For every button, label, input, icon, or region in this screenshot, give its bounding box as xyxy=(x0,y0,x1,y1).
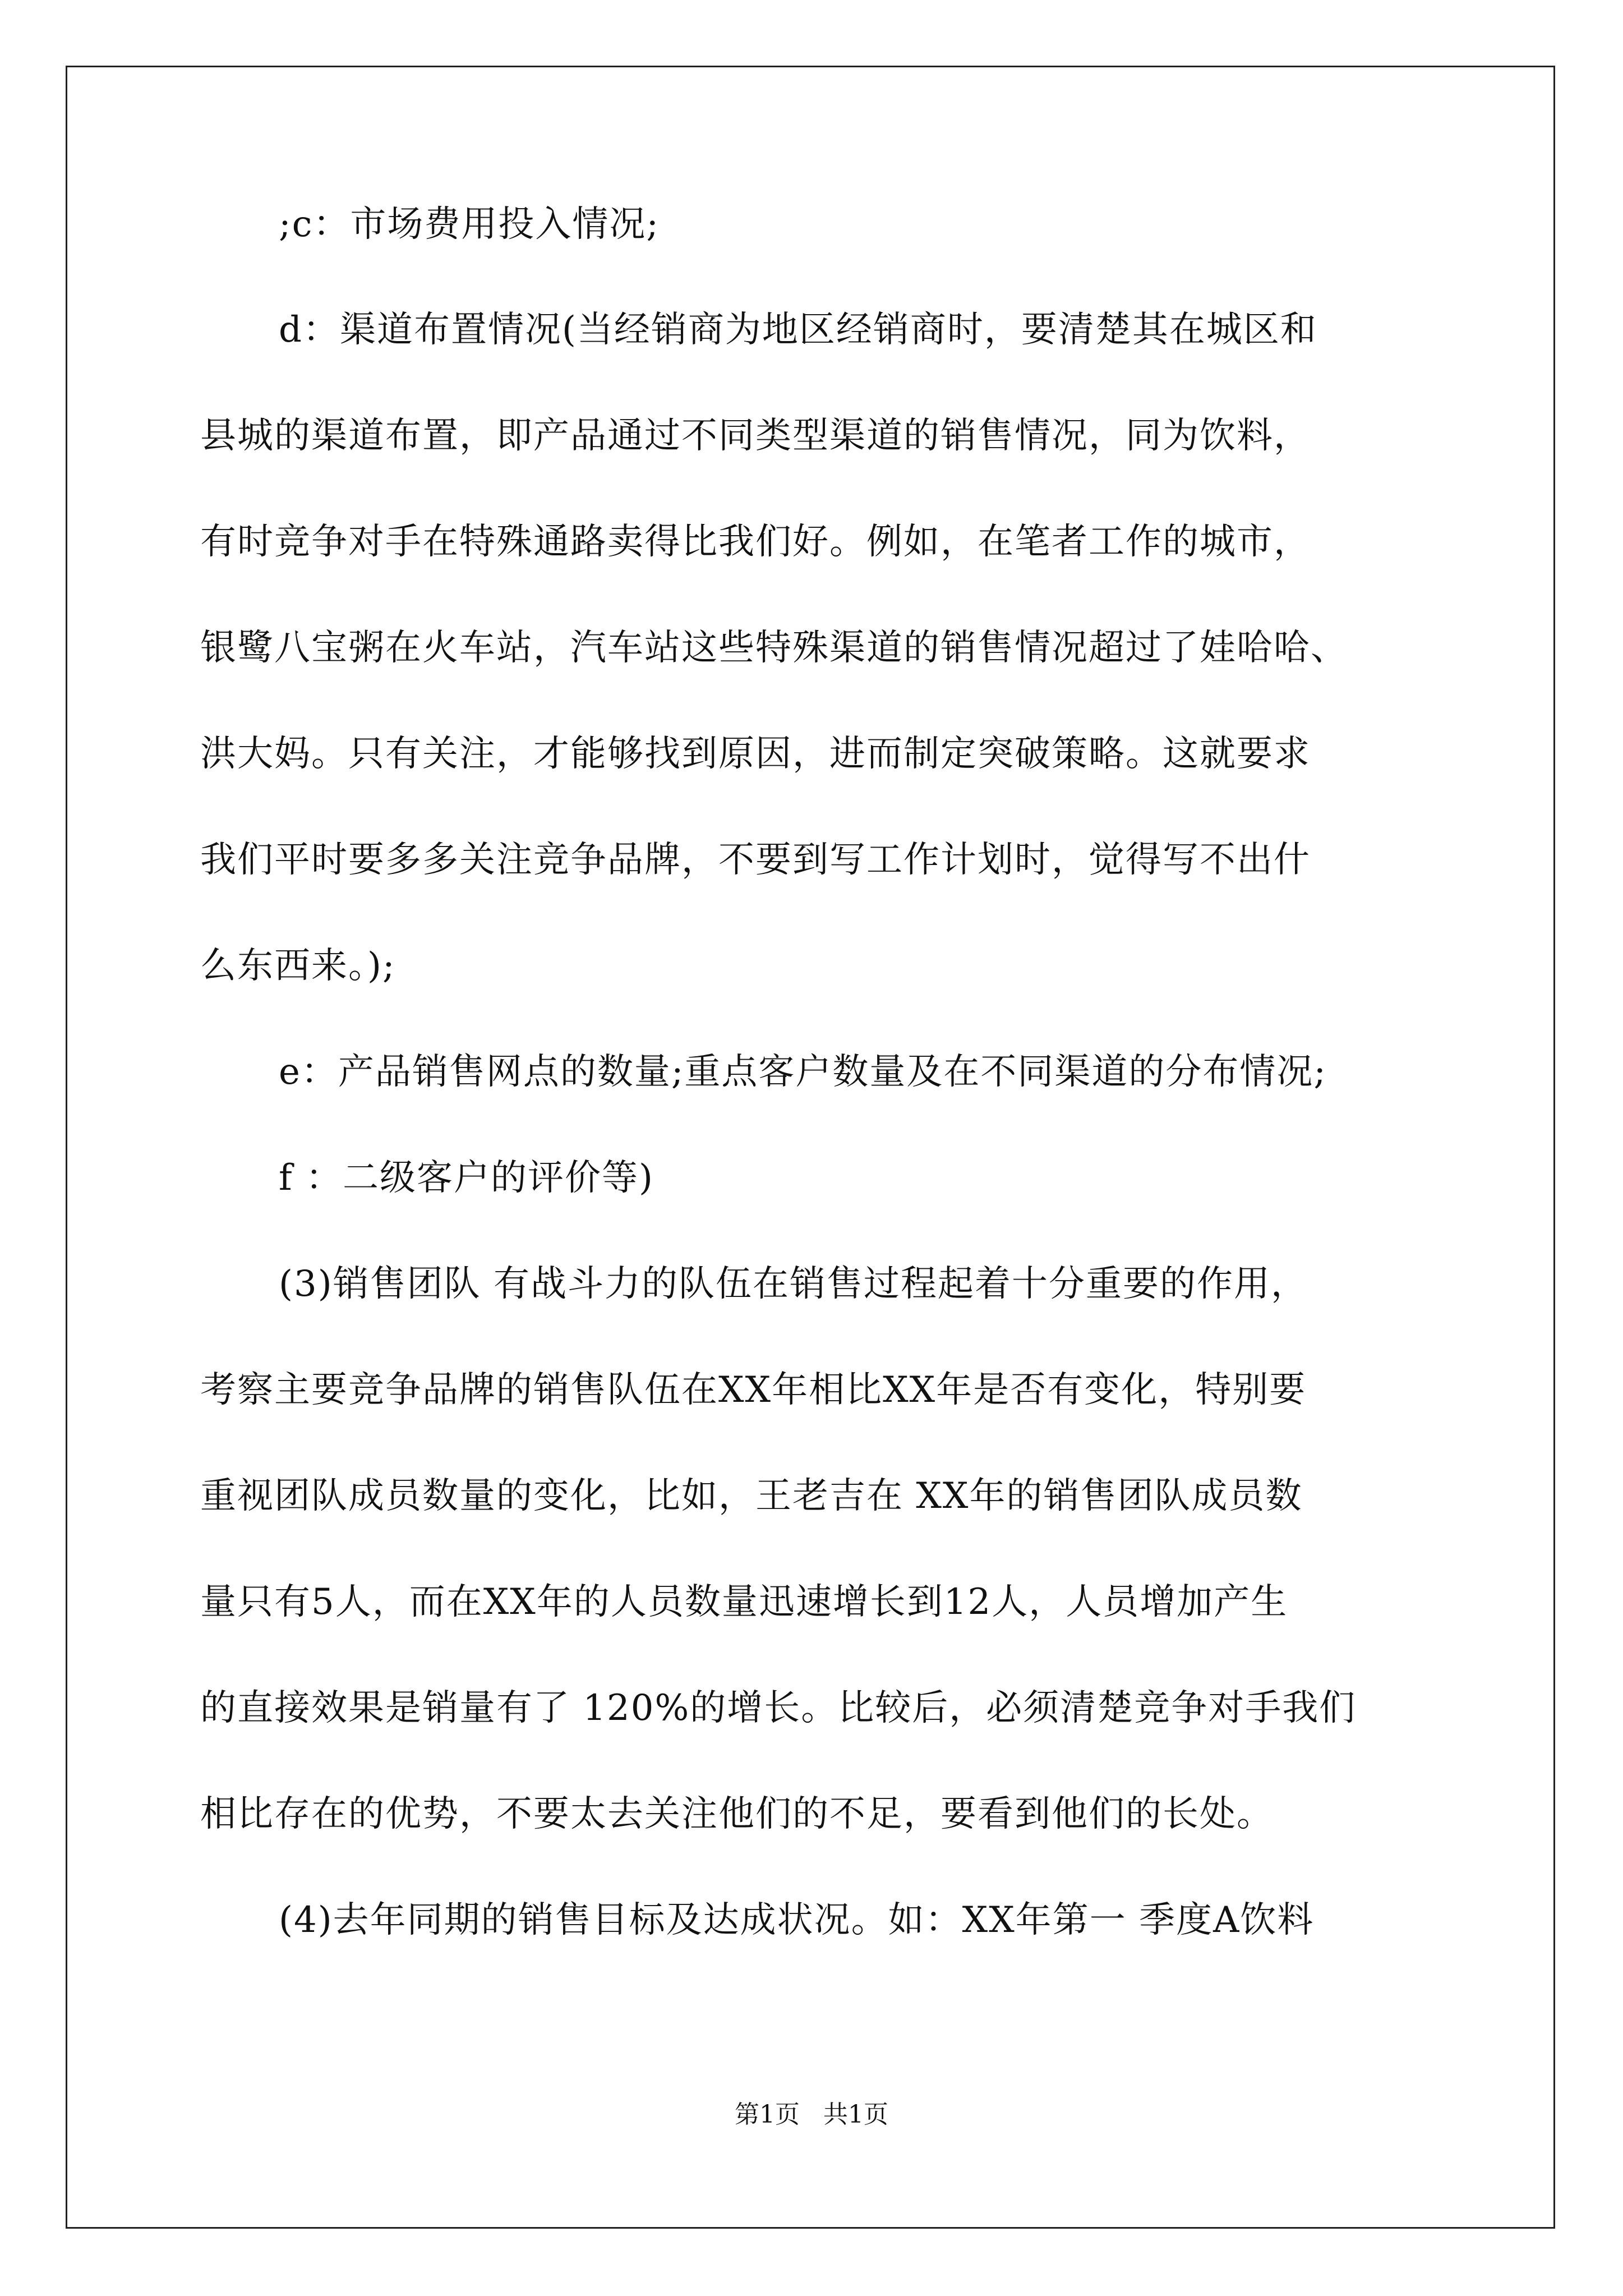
text-line: 考察主要竞争品牌的销售队伍在XX年相比XX年是否有变化，特别要 xyxy=(200,1369,1307,1411)
text-line: 洪大妈。只有关注，才能够找到原因，进而制定突破策略。这就要求 xyxy=(200,733,1311,775)
text-line: ;c：市场费用投入情况; xyxy=(279,204,660,245)
text-line: 量只有5人，而在XX年的人员数量迅速增长到12人，人员增加产生 xyxy=(200,1581,1288,1623)
text-line: e：产品销售网点的数量;重点客户数量及在不同渠道的分布情况; xyxy=(279,1051,1327,1093)
text-line: 的直接效果是销量有了 120%的增长。比较后，必须清楚竞争对手我们 xyxy=(200,1687,1357,1729)
text-line: 重视团队成员数量的变化，比如，王老吉在 XX年的销售团队成员数 xyxy=(200,1475,1303,1517)
text-line: 银鹭八宝粥在火车站，汽车站这些特殊渠道的销售情况超过了娃哈哈、 xyxy=(200,627,1348,669)
text-line: 县城的渠道布置，即产品通过不同类型渠道的销售情况，同为饮料， xyxy=(200,415,1311,457)
text-line: (4)去年同期的销售目标及达成状况。如：XX年第一 季度A饮料 xyxy=(279,1899,1315,1941)
text-line: 有时竞争对手在特殊通路卖得比我们好。例如，在笔者工作的城市， xyxy=(200,521,1311,563)
text-line: 么东西来。); xyxy=(200,945,396,987)
text-line: (3)销售团队 有战斗力的队伍在销售过程起着十分重要的作用， xyxy=(279,1263,1308,1305)
text-line: 我们平时要多多关注竞争品牌，不要到写工作计划时，觉得写不出什 xyxy=(200,839,1311,881)
text-line: d：渠道布置情况(当经销商为地区经销商时，要清楚其在城区和 xyxy=(279,309,1317,351)
text-line: 相比存在的优势，不要太去关注他们的不足，要看到他们的长处。 xyxy=(200,1793,1274,1835)
page-footer: 第1页 共1页 xyxy=(735,2100,888,2129)
text-line: f ：二级客户的评价等) xyxy=(279,1157,654,1199)
